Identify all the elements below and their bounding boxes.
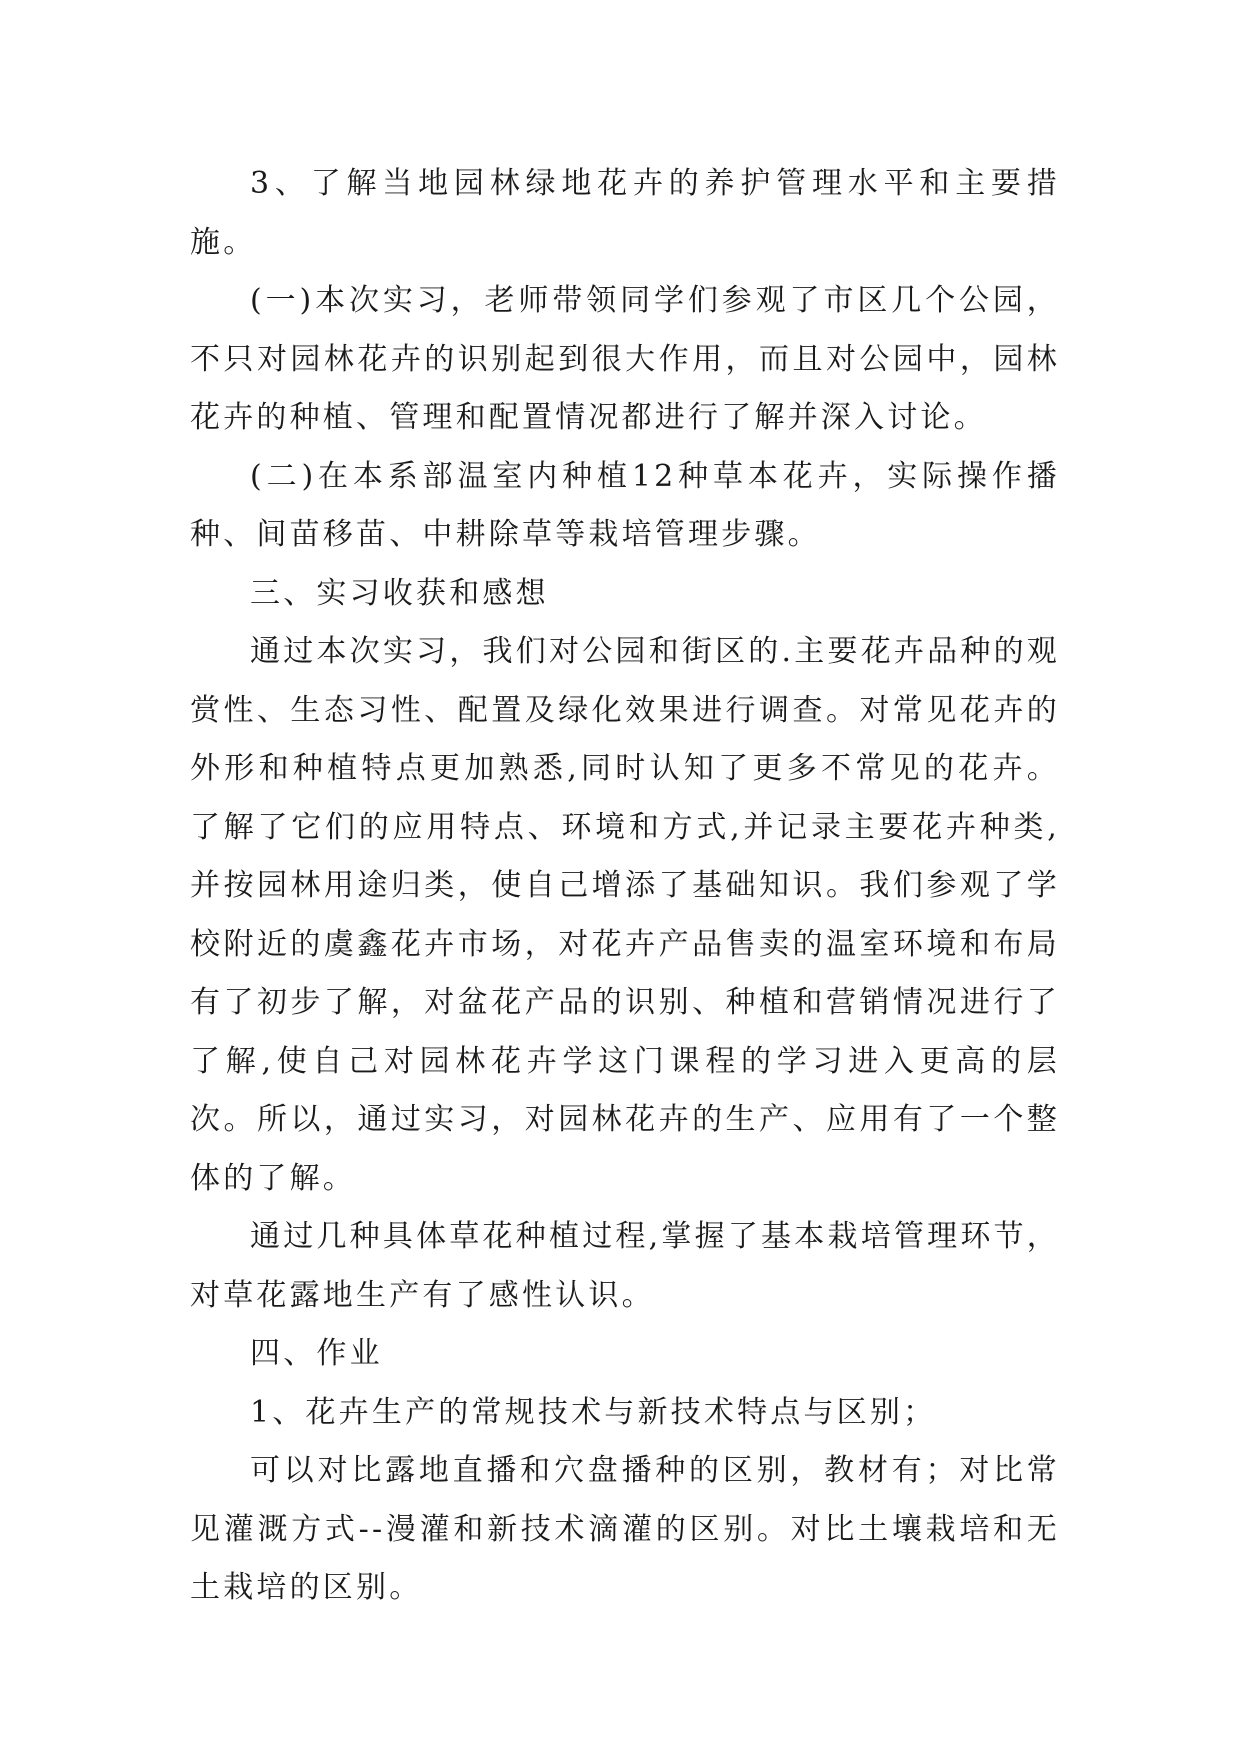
paragraph-greenhouse-planting: (二)在本系部温室内种植12种草本花卉，实际操作播种、间苗移苗、中耕除草等栽培管理步骤。 bbox=[190, 458, 1060, 552]
paragraph-gains-main: 通过本次实习，我们对公园和街区的.主要花卉品种的观赏性、生态习性、配置及绿化效果进行调查。对常见花卉的外形和种植特点更加熟悉,同时认知了更多不常见的花卉。了解了它们的应用特点、环境和方式,并记录主要花卉种类,并按园林用途归类，使自己增添了基础知识。我们参观了学校附近的虞鑫花卉市场，对花卉产品售卖的温室环境和布局有了初步了解，对盆花产品的识别、种植和营销情况进行了了解,使自己对园林花卉学这门课程的学习进入更高的层次。所以，通过实习，对园林花卉的生产、应用有了一个整体的了解。 bbox=[190, 634, 1060, 1196]
document-body bbox=[190, 155, 1060, 1618]
paragraph-homework-1: 1、花卉生产的常规技术与新技术特点与区别； bbox=[250, 1394, 937, 1430]
paragraph-park-visit: (一)本次实习，老师带领同学们参观了市区几个公园，不只对园林花卉的识别起到很大作用，而且对公园中，园林花卉的种植、管理和配置情况都进行了解并深入讨论。 bbox=[190, 283, 1060, 435]
section-heading-homework: 四、作业 bbox=[250, 1336, 383, 1371]
paragraph-gains-cultivation: 通过几种具体草花种植过程,掌握了基本栽培管理环节，对草花露地生产有了感性认识。 bbox=[190, 1219, 1060, 1313]
section-heading-gains: 三、实习收获和感想 bbox=[250, 575, 549, 611]
paragraph-homework-answer: 可以对比露地直播和穴盘播种的区别，教材有；对比常见灌溉方式--漫灌和新技术滴灌的区别。对比土壤栽培和无土栽培的区别。 bbox=[190, 1453, 1060, 1605]
paragraph-objective-3: 3、了解当地园林绿地花卉的养护管理水平和主要措施。 bbox=[190, 166, 1060, 260]
